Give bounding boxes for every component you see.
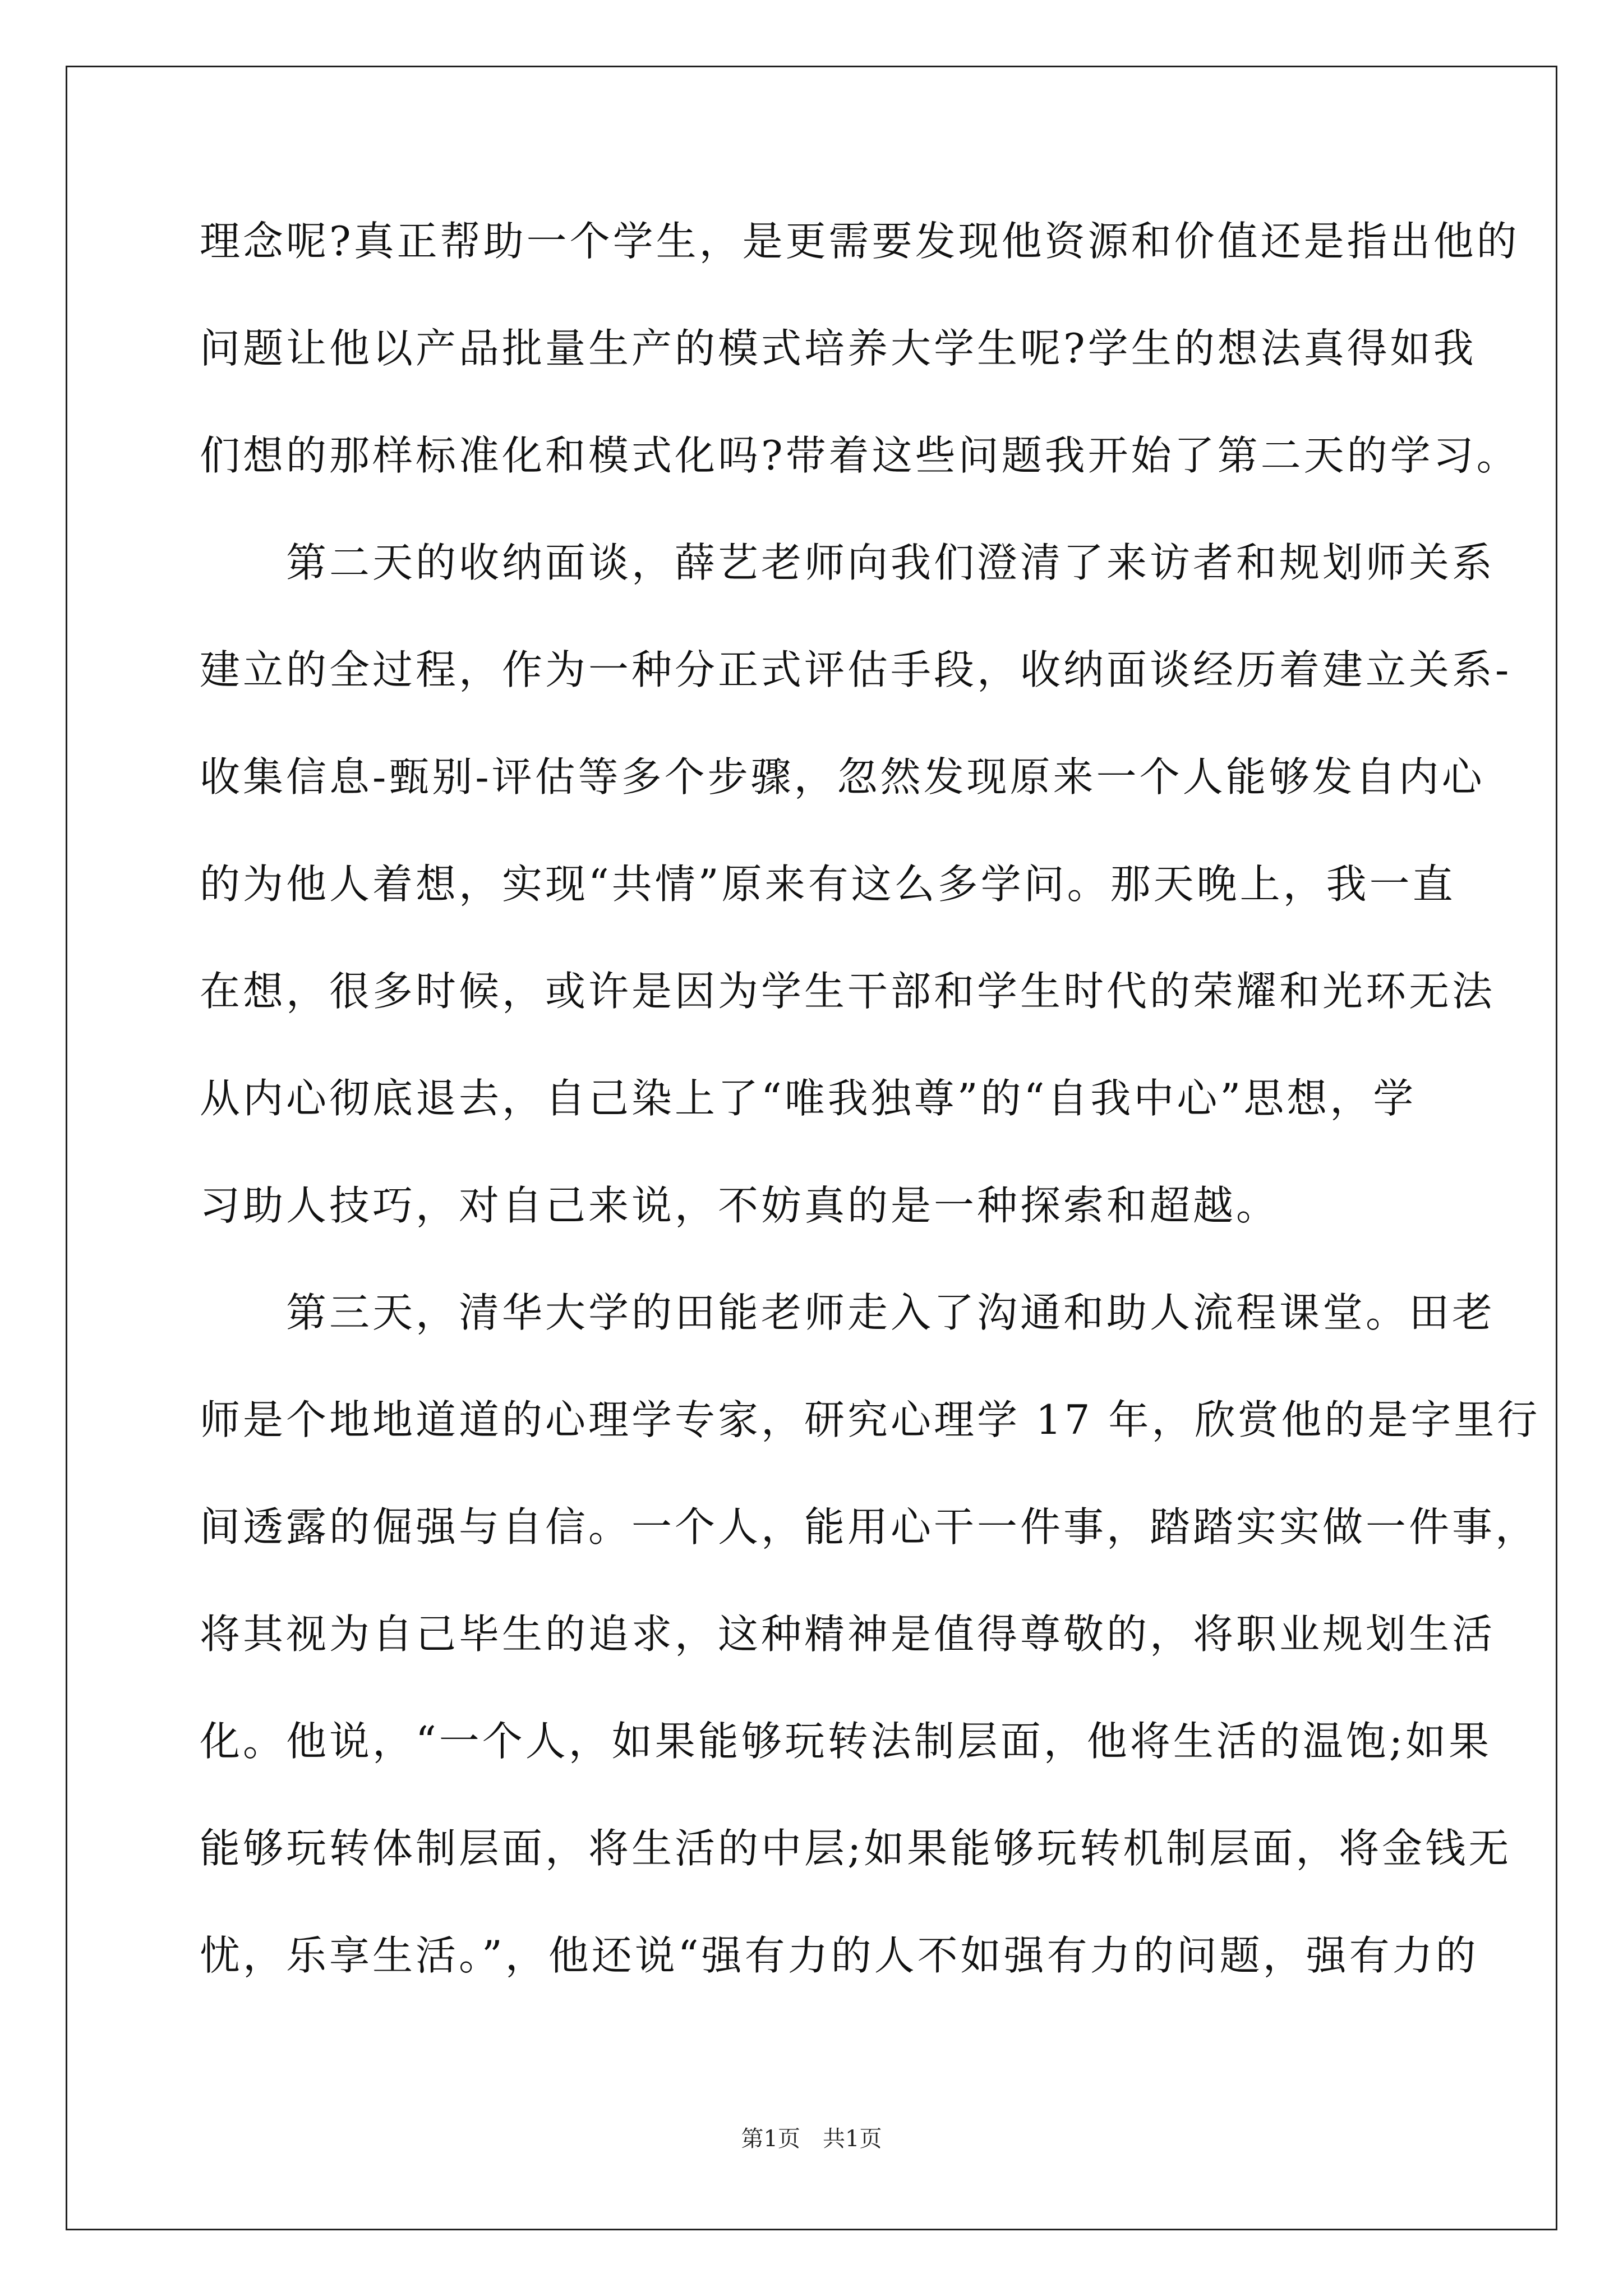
text-line: 忧，乐享生活。”，他还说“强有力的人不如强有力的问题，强有力的 xyxy=(200,1932,1479,1979)
text-line: 间透露的倔强与自信。一个人，能用心干一件事，踏踏实实做一件事， xyxy=(200,1503,1539,1550)
text-line: 能够玩转体制层面，将生活的中层;如果能够玩转机制层面，将金钱无 xyxy=(200,1825,1512,1872)
text-line: 在想，很多时候，或许是因为学生干部和学生时代的荣耀和光环无法 xyxy=(200,968,1496,1015)
text-line: 将其视为自己毕生的追求，这种精神是值得尊敬的，将职业规划生活 xyxy=(200,1611,1496,1658)
text-line: 建立的全过程，作为一种分正式评估手段，收纳面谈经历着建立关系- xyxy=(200,646,1512,693)
page-number-footer: 第1页 共1页 xyxy=(741,2126,882,2152)
text-line: 理念呢?真正帮助一个学生，是更需要发现他资源和价值还是指出他的 xyxy=(200,218,1520,265)
text-line: 问题让他以产品批量生产的模式培养大学生呢?学生的想法真得如我 xyxy=(200,325,1477,372)
text-line: 从内心彻底退去，自己染上了“唯我独尊”的“自我中心”思想，学 xyxy=(200,1075,1417,1122)
text-line: 化。他说，“一个人，如果能够玩转法制层面，他将生活的温饱;如果 xyxy=(200,1718,1492,1765)
text-line: 习助人技巧，对自己来说，不妨真的是一种探索和超越。 xyxy=(200,1182,1280,1229)
text-line: 师是个地地道道的心理学专家，研究心理学 17 年，欣赏他的是字里行 xyxy=(200,1396,1541,1443)
text-line: 第二天的收纳面谈，薛艺老师向我们澄清了来访者和规划师关系 xyxy=(200,539,1496,586)
text-line: 的为他人着想，实现“共情”原来有这么多学问。那天晚上，我一直 xyxy=(200,861,1456,908)
text-line: 第三天，清华大学的田能老师走入了沟通和助人流程课堂。田老 xyxy=(200,1289,1496,1336)
text-line: 们想的那样标准化和模式化吗?带着这些问题我开始了第二天的学习。 xyxy=(200,432,1520,479)
page-border xyxy=(66,66,1557,2230)
text-line: 收集信息-甄别-评估等多个步骤，忽然发现原来一个人能够发自内心 xyxy=(200,753,1485,800)
